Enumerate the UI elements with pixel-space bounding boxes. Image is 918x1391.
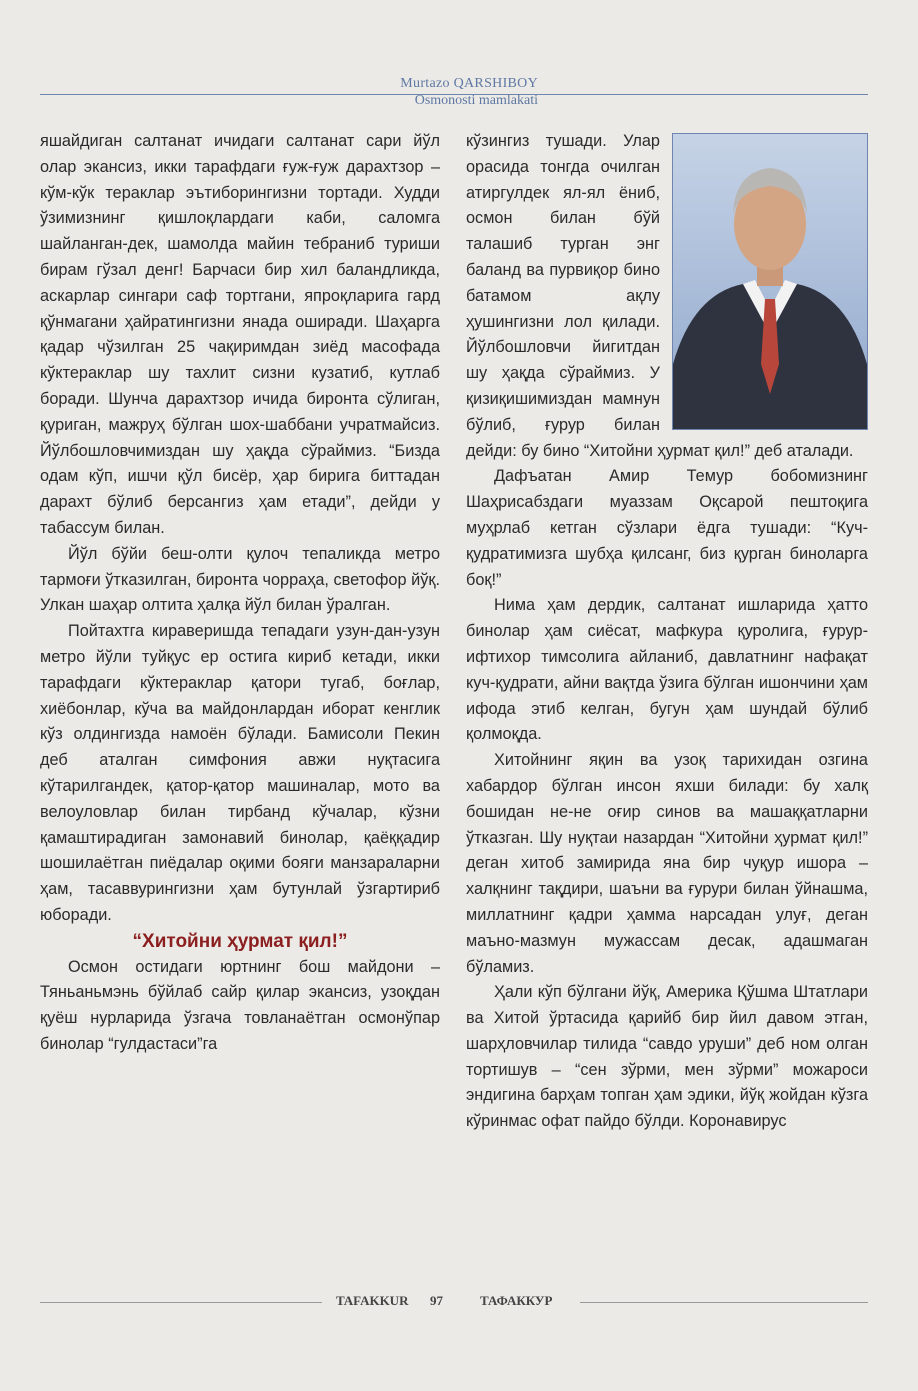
paragraph: Пойтахтга кираверишда тепадаги узун-дан-узун метро йўли туйқус ер остига кириб кетади, икки тарафдаги кўктераклар қатори тугаб, боғлар, хиёбонлар, кўча ва майдонлардан иборат кенглик кўз олдингизда намоён бўлади. Бамисоли Пекин деб аталган симфония авжи нуқтасига кўтарилгандек, қатор-қатор машиналар, мото ва велоуловлар билан тирбанд кўчалар, кўзни қамаштирадиган замонавий бинолар, қаёққадир шошилаётган пиёдалар оқими бояги манзараларни ҳам, тасаввурингизни ҳам бутунлай ўзгартириб юборади. [40, 622, 440, 924]
left-column [40, 129, 440, 1058]
page-number: 97 [430, 1293, 443, 1308]
paragraph: Йўл бўйи беш-олти қулоч тепаликда метро тармоғи ўтказилган, биронта чорраҳа, светофор йўқ. Улкан шаҳар олтита ҳалқа йўл билан ўралган. [40, 544, 440, 615]
paragraph: Ҳали кўп бўлгани йўқ, Америка Қўшма Штатлари ва Хитой ўртасида қарийб бир йил давом этган, шарҳловчилар тилида “савдо уруши” деб ном олган тортишув – “сен зўрми, мен зўрми” можароси эндигина барҳам топган ҳам эдики, йўқ жойдан кўзга кўринмас офат пайдо бўлди. Коронавирус [466, 983, 868, 1131]
portrait-image [673, 134, 867, 429]
right-column [466, 129, 868, 1135]
magazine-name-latin: TAFAKKUR [336, 1293, 409, 1308]
paragraph: Хитойнинг яқин ва узоқ тарихидан озгина хабардор бўлган инсон яхши билади: бу халқ бошидан не-не оғир синов ва машаққатларни ўтказган. Шу нуқтаи назардан “Хитойни ҳурмат қил!” деган хитоб замирида яна бир чуқур ишора – халқнинг тақдири, шаъни ва ғурури билан ўйнашма, миллатнинг қадри ҳамма нарсадан улуғ, деган маъно-мазмун мужассам десак, адашмаган бўламиз. [466, 751, 868, 976]
footer-rule-left [40, 1302, 322, 1303]
paragraph: кўзингиз тушади. Улар орасида тонгда очилган атиргулдек ял-ял ёниб, осмон билан бўй талашиб турган энг баланд ва пурвиқор бино батамом ақлу ҳушингизни лол қилади. Йўлбошловчи йигитдан шу ҳақда сўраймиз. У қизиқишимиздан мамнун бўлиб, ғурур билан дейди: бу бино “Хитойни ҳурмат қил!” деб аталади. [466, 132, 854, 460]
footer-rule-right [580, 1302, 868, 1303]
magazine-name-cyrillic: ТАФАККУР [480, 1293, 553, 1308]
author-name: Murtazo QARSHIBOY [400, 76, 538, 91]
page-footer [40, 1291, 868, 1311]
section-heading: “Хитойни ҳурмат қил!” [132, 930, 348, 952]
page-header [40, 70, 868, 110]
paragraph: яшайдиган салтанат ичидаги салтанат сари йўл олар экансиз, икки тарафдаги ғуж-ғуж дарахтзор – кўм-кўк тераклар эътиборингизни тортади. Худди ўзимизнинг қишлоқлардаги каби, саломга шайланган-дек, шамолда майин тебраниб туриши бирам гўзал денг! Барчаси бир хил баландликда, аскарлар сингари саф тортгани, япроқларига гард қўнмагани ҳайратингизни янада оширади. Шаҳарга қадар чўзилган 25 чақиримдан зиёд масофада кўктераклар шу тахлит сизни кузатиб, кутлаб боради. Шунча дарахтзор ичида биронта сўлиган, қуриган, мажруҳ бўлган шох-шаббани учратмайсиз. Йўлбошловчимиздан шу ҳақда сўраймиз. “Бизда одам кўп, ишчи қўл бисёр, ҳар бирига биттадан дарахт бўлиб берсангиз ҳам етади”, дейди у табассум билан. [40, 132, 440, 537]
article-title: Osmonosti mamlakati [414, 93, 538, 108]
paragraph: Нима ҳам дердик, салтанат ишларида ҳатто бинолар ҳам сиёсат, мафкура қуролига, ғурур-ифтихор тимсолига айланиб, давлатнинг нафақат куч-қудрати, айни вақтда ўзига бўлган ишончини ҳам ифода этиб келган, бугун ҳам шундай бўлиб қолмоқда. [466, 596, 868, 744]
paragraph: Осмон остидаги юртнинг бош майдони – Тяньаньмэнь бўйлаб сайр қилар эканcиз, узоқдан қуёш нурларида ўзгача товланаётган осмонўпар бинолар “гулдастаси”га [40, 957, 440, 1053]
paragraph: Дафъатан Амир Темур бобомизнинг Шаҳрисабздаги муаззам Оқсарой пештоқига муҳрлаб кетган сўзлари ёдга тушади: “Куч-қудратимизга шубҳа қилсанг, биз қурган биноларга боқ!” [466, 467, 868, 589]
author-photo [672, 133, 868, 430]
